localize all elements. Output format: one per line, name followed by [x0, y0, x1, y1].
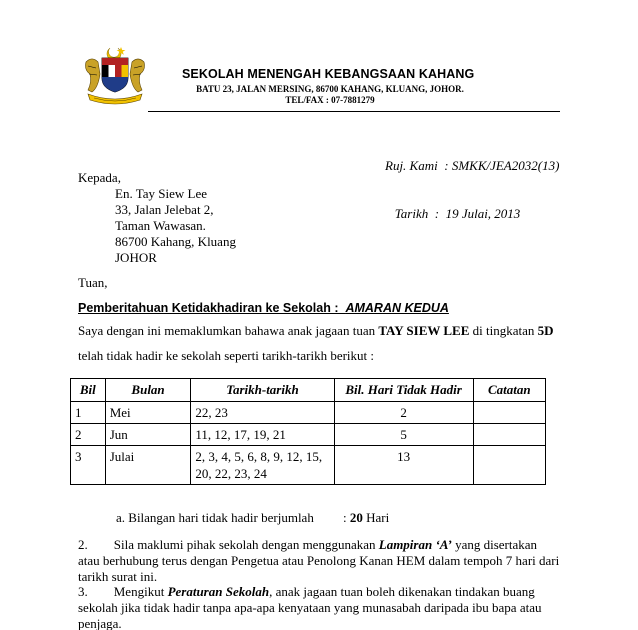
header-catatan: Catatan: [473, 379, 545, 402]
summary-colon: :: [343, 510, 347, 525]
coat-of-arms-logo: [80, 44, 150, 106]
header-tarikh: Tarikh-tarikh: [191, 379, 334, 402]
table-row: [71, 424, 546, 446]
intro-part1: Saya dengan ini memaklumkan bahawa anak jagaan tuan: [78, 323, 379, 338]
tel-fax-line: TEL/FAX : 07-7881279: [285, 95, 375, 105]
cell-catatan: [473, 424, 545, 446]
student-name: TAY SIEW LEE: [378, 323, 470, 338]
school-name: SEKOLAH MENENGAH KEBANGSAAN KAHANG: [182, 67, 475, 81]
header-bil-hari: Bil. Hari Tidak Hadir: [334, 379, 473, 402]
cell-hari: 13: [334, 446, 473, 485]
cell-bil: 1: [71, 402, 106, 424]
cell-hari: 2: [334, 402, 473, 424]
ruj-kami-label: Ruj. Kami: [385, 158, 438, 173]
para2-line-1: [78, 537, 562, 553]
intro-line-2: telah tidak hadir ke sekolah seperti tarikh-tarikh berikut :: [78, 348, 375, 363]
kepada-label: Kepada,: [78, 170, 121, 185]
absence-table: [70, 378, 546, 485]
para2-line-3: tarikh surat ini.: [78, 569, 158, 584]
student-class: 5D: [537, 323, 554, 338]
ruj-kami-line: [385, 158, 559, 174]
address-line: BATU 23, JALAN MERSING, 86700 KAHANG, KLUANG, JOHOR.: [196, 84, 464, 94]
ruj-kami-value: : SMKK/JEA2032(13): [444, 158, 560, 173]
reference-block: [385, 126, 559, 254]
address-line-5: JOHOR: [115, 250, 157, 265]
cell-catatan: [473, 446, 545, 485]
tarikh-value: : 19 Julai, 2013: [434, 206, 521, 221]
para2-line-2: atau berhubung terus dengan Pengetua atau Penolong Kanan HEM dalam tempoh 7 hari dari: [78, 553, 560, 568]
para2-number: 2.: [78, 537, 88, 552]
cell-bulan: Mei: [105, 402, 191, 424]
subject-main: Pemberitahuan Ketidakhadiran ke Sekolah :: [78, 301, 346, 315]
cell-tarikh: [191, 446, 334, 485]
intro-line-1: [78, 323, 562, 339]
lampiran-a: Lampiran ‘A’: [378, 537, 452, 552]
header-divider: [148, 111, 560, 112]
summary-label: a. Bilangan hari tidak hadir berjumlah: [116, 510, 314, 525]
cell-catatan: [473, 402, 545, 424]
school-address: [180, 84, 480, 106]
para3-line-3: penjaga.: [78, 616, 122, 630]
para3-l1b: , anak jagaan tuan boleh dikenakan tindakan buang: [269, 584, 535, 599]
subject-line: [78, 301, 449, 315]
address-line-4: 86700 Kahang, Kluang: [115, 234, 236, 249]
salutation: Tuan,: [78, 275, 108, 290]
tarikh-line: [385, 206, 559, 222]
header-bulan: Bulan: [105, 379, 191, 402]
table-row: [71, 402, 546, 424]
para3-line-2: sekolah jika tidak hadir tanpa apa-apa kenyataan yang munasabah daripada ibu bapa atau: [78, 600, 542, 615]
para3-l1a: Mengikut: [113, 584, 168, 599]
intro-part2: di tingkatan: [469, 323, 538, 338]
cell-tarikh-line-2: 20, 22, 23, 24: [195, 466, 267, 481]
cell-hari: 5: [334, 424, 473, 446]
table-row: [71, 446, 546, 485]
intro-paragraph: [78, 323, 562, 364]
address-line-2: 33, Jalan Jelebat 2,: [115, 202, 214, 217]
para3-number: 3.: [78, 584, 88, 599]
peraturan-sekolah: Peraturan Sekolah: [167, 584, 270, 599]
summary-total: 20: [349, 510, 363, 525]
cell-bil: 3: [71, 446, 106, 485]
paragraph-3: [78, 584, 562, 630]
cell-bil: 2: [71, 424, 106, 446]
para2-l1a: Sila maklumi pihak sekolah dengan menggunakan: [113, 537, 379, 552]
paragraph-2: [78, 537, 562, 585]
cell-tarikh: 11, 12, 17, 19, 21: [191, 424, 334, 446]
summary-unit: Hari: [362, 510, 390, 525]
subject-emphasis: AMARAN KEDUA: [345, 301, 449, 315]
summary-value-line: [343, 510, 389, 526]
tarikh-label: Tarikh: [394, 206, 429, 221]
cell-bulan: Julai: [105, 446, 191, 485]
para3-line-1: [78, 584, 562, 600]
cell-bulan: Jun: [105, 424, 191, 446]
table-header-row: [71, 379, 546, 402]
address-line-3: Taman Wawasan.: [115, 218, 206, 233]
cell-tarikh: 22, 23: [191, 402, 334, 424]
cell-tarikh-line-1: 2, 3, 4, 5, 6, 8, 9, 12, 15,: [195, 449, 323, 464]
address-line-1: En. Tay Siew Lee: [115, 186, 207, 201]
para2-l1b: yang disertakan: [451, 537, 538, 552]
header-bil: Bil: [71, 379, 106, 402]
recipient-address: [115, 186, 236, 266]
